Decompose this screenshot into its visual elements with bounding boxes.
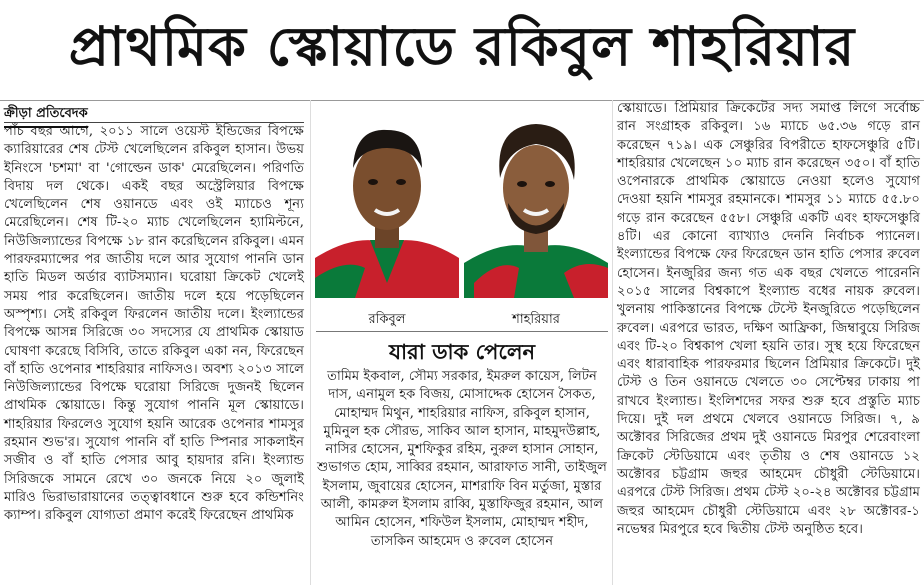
byline [4, 104, 304, 123]
column-divider [310, 100, 311, 585]
article-column-1 [4, 123, 304, 526]
caption-rule [316, 331, 608, 332]
player-photo-shahriar [464, 108, 608, 298]
article-column-3 [617, 100, 920, 539]
squad-list [316, 368, 608, 551]
squad-players: তামিম ইকবাল, সৌম্য সরকার, ইমরুল কায়েস, লিটন দাস, এনামুল হক বিজয়, মোসাদ্দেক হোসেন সৈকত, মোহাম্মদ মিথুন, শাহরিয়ার নাফিস, রকিবুল হাসান, মুমিনুল হক সৌরভ, সাকিব আল হাসান, মাহমুদউল্লাহ, নাসির হোসেন, মুশফিকুর রহিম, নুরুল হাসান সোহান, শুভাগত হোম, সাব্বির রহমান, আরাফাত সানী, তাইজুল ইসলাম, জুবায়ের হোসেন, মাশরাফি বিন মর্তুজা, মুস্তার আলী, কামরুল ইসলাম রাব্বি, মুস্তাফিজুর রহমান, আল আমিন হোসেন, শফিউল ইসলাম, মোহাম্মদ শহীদ, তাসকিন আহমেদ ও রুবেল হোসেন [317, 369, 607, 549]
player-photo-rokibul [315, 108, 459, 298]
squad-heading: যারা ডাক পেলেন [388, 340, 536, 364]
headline: প্রাথমিক স্কোয়াডে রকিবুল শাহরিয়ার [68, 15, 856, 78]
byline-text: ক্রীড়া প্রতিবেদক [4, 104, 88, 128]
photo-caption-shahriar: শাহরিয়ার [512, 312, 560, 327]
column-divider [612, 100, 613, 585]
article-text-3: স্কোয়াডে। প্রিমিয়ার ক্রিকেটের সদ্য সমাপ্ত লিগে সর্বোচ্চ রান সংগ্রাহক রকিবুল। ১৬ ম্যাচে ৬৫.৩৬ গড়ে রান করেছেন ৭১৯। এক সেঞ্চুরির বিপরীতে হাফসেঞ্চুরি ৫টি। শাহরিয়ার খেলেছেন ১০ ম্যাচ রান করেছেন ৩৫০। বাঁ হাতি ওপেনারকে প্রাথমিক স্কোয়াডে নেওয়া হলেও সুযোগ দেওয়া হয়নি শামসুর রহমানকে। শামসুর ১১ ম্যাচে ৫৫.৮০ গড়ে রান করেছেন ৫৫৮। সেঞ্চুরি একটি এবং হাফসেঞ্চুরি ৪টি। এর কোনো ব্যাখ্যাও দেননি নির্বাচক প্যানেল। ইংল্যান্ডের বিপক্ষে ফের ফিরেছেন ডান হাতি পেসার রুবেল হোসেন। ইনজুরির জন্য গত এক বছর খেলতে পারেননি ২০১৫ সালের বিশ্বকাপে ইংল্যান্ড বধের নায়ক রুবেল। খুলনায় পাকিস্তানের বিপক্ষে টেস্টে ইনজুরিতে পড়েছিলেন রুবেল। এরপরে ভারত, দক্ষিণ আফ্রিকা, জিম্বাবুয়ে সিরিজ এবং টি-২০ বিশ্বকাপ খেলা হয়নি তার। সুস্থ হয়ে ফিরেছেন এবং ধারাবাহিক পারফরমার ছিলেন প্রিমিয়ার ক্রিকেটে। দুই টেস্ট ও তিন ওয়ানডে খেলতে ৩০ সেপ্টেম্বর ঢাকায় পা রাখবে ইংল্যান্ড। ইংলিশদের সফর শুরু হবে প্রস্তুতি ম্যাচ দিয়ে। দুই দল প্রথমে খেলবে ওয়ানডে সিরিজ। ৭, ৯ অক্টোবর সিরিজের প্রথম দুই ওয়ানডে মিরপুর শেরেবাংলা ক্রিকেট স্টেডিয়ামে এবং তৃতীয় ও শেষ ওয়ানডে ১২ অক্টোবর চট্টগ্রাম জহুর আহমেদ চৌধুরী স্টেডিয়ামে। এরপরে টেস্ট সিরিজ। প্রথম টেস্ট ২০-২৪ অক্টোবর চট্টগ্রাম জহুর আহমেদ চৌধুরী স্টেডিয়ামে এবং ২৮ অক্টোবর-১ নভেম্বর মিরপুরে হবে দ্বিতীয় টেস্ট অনুষ্ঠিত হবে। [617, 101, 920, 537]
article-text-1: পাঁচ বছর আগে, ২০১১ সালে ওয়েস্ট ইন্ডিজের বিপক্ষে ক্যারিয়ারের শেষ টেস্ট খেলেছিলেন রকিবুল হাসান। উভয় ইনিংসে 'চশমা' বা 'গোল্ডেন ডাক' মেরেছিলেন। পরিণতি বিদায় দল থেকে। একই বছর অস্ট্রেলিয়ার বিপক্ষে খেলেছিলেন শেষ ওয়ানডে এবং ওই ম্যাচেও শূন্য মেরেছিলেন। শেষ টি-২০ ম্যাচ খেলেছিলেন হ্যামিল্টনে, নিউজিল্যান্ডের বিপক্ষে ১৮ রান করেছিলেন রকিবুল। এমন পারফরম্যান্সের পর জাতীয় দলে আর সুযোগ পাননি ডান হাতি মিডল অর্ডার ব্যাটসম্যান। ঘরোয়া ক্রিকেট খেলেই সময় পার করেছিলেন। জাতীয় দলে হয়ে পড়েছিলেন অস্পৃশ্য। সেই রকিবুল ফিরলেন জাতীয় দলে। ইংল্যান্ডের বিপক্ষে আসন্ন সিরিজে ৩০ সদস্যের যে প্রাথমিক স্কোয়াড ঘোষণা করেছে বিসিবি, তাতে রকিবুল একা নন, ফিরেছেন বাঁ হাতি ওপেনার শাহরিয়ার নাফিসও। অবশ্য ২০১৩ সালে নিউজিল্যান্ডের বিপক্ষে ঘরোয়া সিরিজে দুজনই ছিলেন প্রাথমিক স্কোয়াডে। কিন্তু সুযোগ পাননি মূল স্কোয়াডে। শাহরিয়ার ফিরলেও সুযোগ হয়নি আরেক ওপেনার শামসুর রহমান শুভ'র। সুযোগ পাননি বাঁ হাতি স্পিনার সাকলাইন সজীব ও বাঁ হাতি পেসার আবু হায়দার রনি। ইংল্যান্ড সিরিজকে সামনে রেখে ৩০ জনকে নিয়ে ২০ জুলাই মারিও ভিরাভারায়ানের তত্ত্বাবধানে শুরু হবে কন্ডিশনিং ক্যাম্প। রকিবুল যোগ্যতা প্রমাণ করেই ফিরেছেন প্রাথমিক [4, 124, 304, 524]
photo-caption-rokibul: রকিবুল [368, 312, 406, 327]
